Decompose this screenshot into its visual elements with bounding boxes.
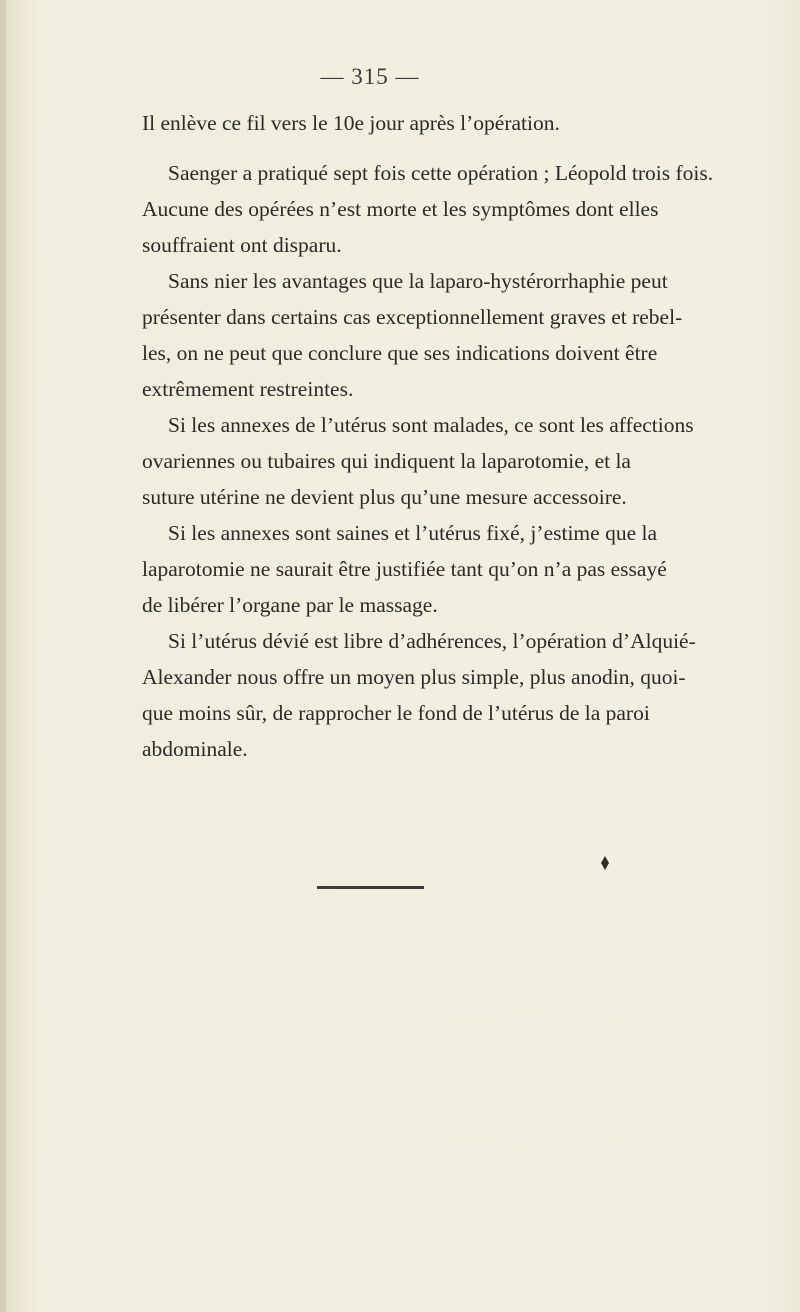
text-line: laparotomie ne saurait être justifiée tant qu’on n’a pas essayé bbox=[142, 557, 667, 581]
text-line: que moins sûr, de rapprocher le fond de l’utérus de la paroi bbox=[142, 701, 650, 725]
text-line: Alexander nous offre un moyen plus simple, plus anodin, quoi- bbox=[142, 665, 686, 689]
text-line: souffraient ont disparu. bbox=[142, 233, 342, 257]
text-line: Aucune des opérées n’est morte et les symptômes dont elles bbox=[142, 197, 659, 221]
paragraph-3 bbox=[142, 263, 712, 407]
page-number: — 315 — bbox=[320, 64, 420, 89]
text-line: les, on ne peut que conclure que ses indications doivent être bbox=[142, 341, 658, 365]
text-line: abdominale. bbox=[142, 737, 248, 761]
text-line: Saenger a pratiqué sept fois cette opération ; Léopold trois fois. bbox=[168, 161, 714, 185]
ornament-icon bbox=[598, 856, 612, 870]
binding-edge bbox=[0, 0, 6, 1312]
paragraph-4 bbox=[142, 407, 712, 515]
text-line: Si les annexes sont saines et l’utérus fixé, j’estime que la bbox=[168, 521, 657, 545]
text-line: présenter dans certains cas exceptionnellement graves et rebel- bbox=[142, 305, 683, 329]
text-line: suture utérine ne devient plus qu’une mesure accessoire. bbox=[142, 485, 627, 509]
text-line: Si l’utérus dévié est libre d’adhérences, l’opération d’Alquié- bbox=[168, 629, 696, 653]
paragraph-1 bbox=[142, 105, 712, 141]
paragraph-5 bbox=[142, 515, 712, 623]
text-line: de libérer l’organe par le massage. bbox=[142, 593, 438, 617]
text-line: Sans nier les avantages que la laparo-hystérorrhaphie peut bbox=[168, 269, 668, 293]
paragraph-6 bbox=[142, 623, 712, 767]
text-line: ovariennes ou tubaires qui indiquent la laparotomie, et la bbox=[142, 449, 631, 473]
text-line: Si les annexes de l’utérus sont malades, ce sont les affections bbox=[168, 413, 694, 437]
paragraph-2 bbox=[142, 155, 712, 263]
end-rule bbox=[317, 886, 424, 889]
body-text bbox=[142, 105, 712, 767]
text-line: extrêmement restreintes. bbox=[142, 377, 354, 401]
text-line: Il enlève ce fil vers le 10e jour après l’opération. bbox=[142, 111, 560, 135]
